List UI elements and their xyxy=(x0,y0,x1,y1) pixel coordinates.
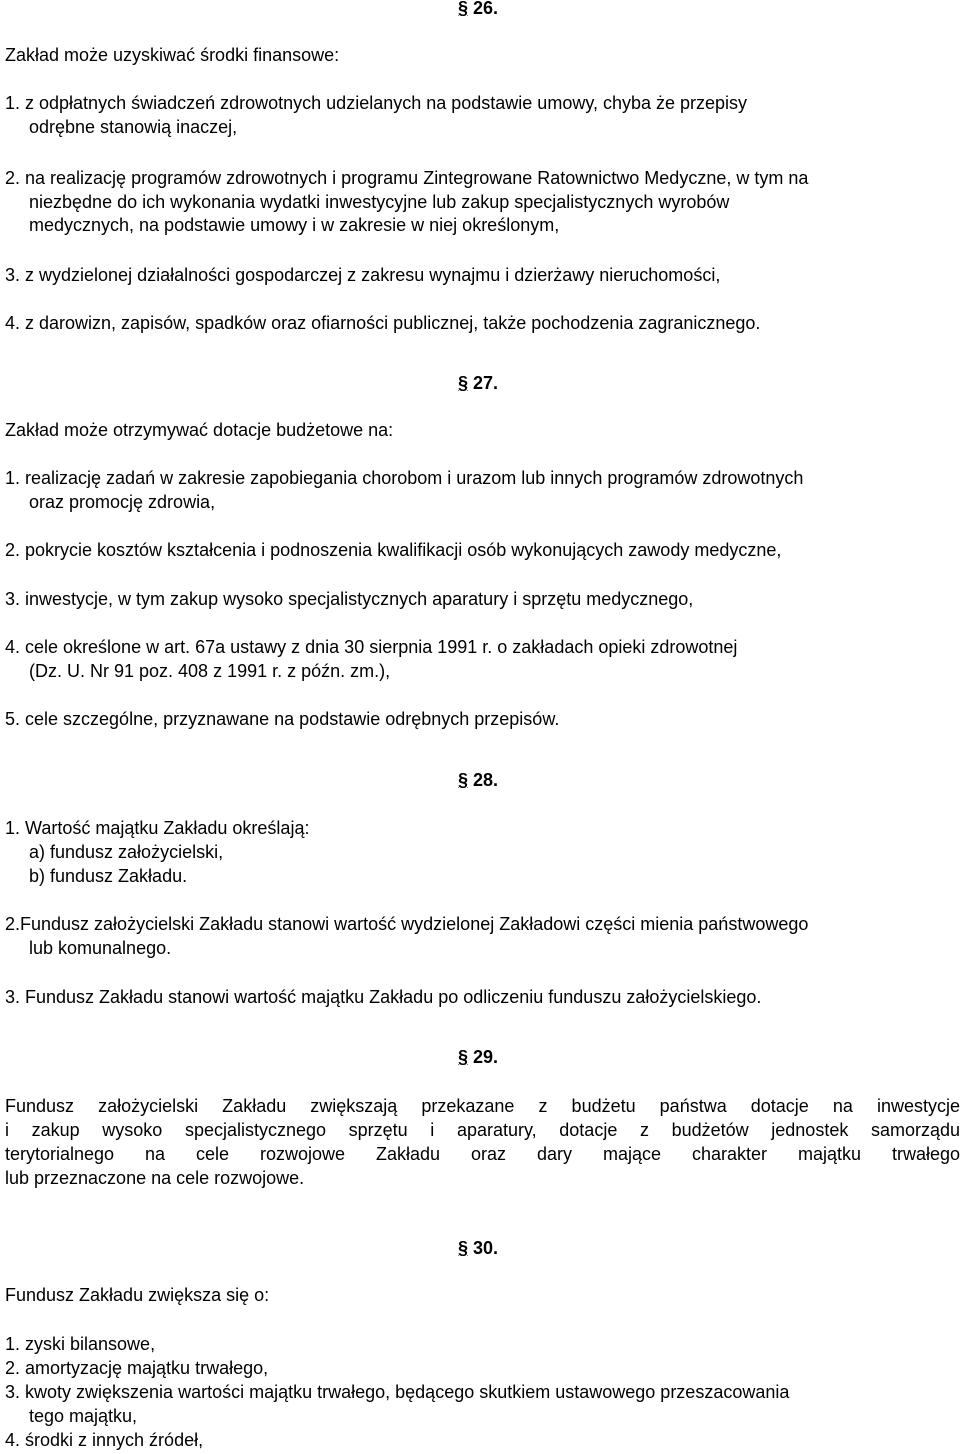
section-intro: Fundusz Zakładu zwiększa się o: xyxy=(5,1285,270,1305)
paragraph-line: lub komunalnego. xyxy=(29,938,172,958)
list-item-line: 3. kwoty zwiększenia wartości majątku trwałego, będącego skutkiem ustawowego przeszacowania xyxy=(5,1382,790,1402)
list-item-line: a) fundusz założycielski, xyxy=(29,842,224,862)
section-symbol: § xyxy=(458,1047,469,1067)
list-item-line: 4. z darowizn, zapisów, spadków oraz ofiarności publicznej, także pochodzenia zagranicznego. xyxy=(5,313,761,333)
list-item-line: 2. na realizację programów zdrowotnych i programu Zintegrowane Ratownictwo Medyczne, w tym na xyxy=(5,168,809,188)
list-item-line: 4. cele określone w art. 67a ustawy z dnia 30 sierpnia 1991 r. o zakładach opieki zdrowotnej xyxy=(5,637,738,657)
list-item-line: medycznych, na podstawie umowy i w zakresie w niej określonym, xyxy=(29,215,560,235)
section-heading-30 xyxy=(458,1236,498,1260)
list-item-line: 1. zyski bilansowe, xyxy=(5,1334,156,1354)
section-number: 26. xyxy=(473,0,499,18)
paragraph-line: Fundusz założycielski Zakładu zwiększają przekazane z budżetu państwa dotacje na inwestycje xyxy=(5,1096,960,1116)
list-item-line: 5. cele szczególne, przyznawane na podstawie odrębnych przepisów. xyxy=(5,709,560,729)
paragraph-line: i zakup wysoko specjalistycznego sprzętu i aparatury, dotacje z budżetów jednostek samorządu xyxy=(5,1120,960,1140)
list-item-line: oraz promocję zdrowia, xyxy=(29,492,216,512)
section-symbol: § xyxy=(458,1238,469,1258)
section-number: 27. xyxy=(473,373,499,393)
section-intro: Zakład może uzyskiwać środki finansowe: xyxy=(5,45,340,65)
paragraph-line: 1. Wartość majątku Zakładu określają: xyxy=(5,818,310,838)
paragraph-line: terytorialnego na cele rozwojowe Zakładu oraz dary mające charakter majątku trwałego xyxy=(5,1144,960,1164)
list-item-line: 1. realizację zadań w zakresie zapobiegania chorobom i urazom lub innych programów zdrowotnych xyxy=(5,468,804,488)
list-item-line: 3. z wydzielonej działalności gospodarczej z zakresu wynajmu i dzierżawy nieruchomości, xyxy=(5,265,721,285)
section-symbol: § xyxy=(458,0,469,18)
list-item-line: tego majątku, xyxy=(29,1406,138,1426)
list-item-line: 4. środki z innych źródeł, xyxy=(5,1430,204,1450)
list-item-line: 2. pokrycie kosztów kształcenia i podnoszenia kwalifikacji osób wykonujących zawody medyczne, xyxy=(5,540,782,560)
list-item-line: niezbędne do ich wykonania wydatki inwestycyjne lub zakup specjalistycznych wyrobów xyxy=(29,192,730,212)
list-item-line: b) fundusz Zakładu. xyxy=(29,866,188,886)
section-symbol: § xyxy=(458,770,469,790)
list-item-line: odrębne stanowią inaczej, xyxy=(29,117,238,137)
section-heading-28 xyxy=(458,768,498,792)
section-number: 28. xyxy=(473,770,499,790)
paragraph-line: 3. Fundusz Zakładu stanowi wartość majątku Zakładu po odliczeniu funduszu założycielskiego. xyxy=(5,987,762,1007)
paragraph-line: lub przeznaczone na cele rozwojowe. xyxy=(5,1168,305,1188)
paragraph-line: 2.Fundusz założycielski Zakładu stanowi wartość wydzielonej Zakładowi części mienia państwowego xyxy=(5,914,809,934)
list-item-line: 3. inwestycje, w tym zakup wysoko specjalistycznych aparatury i sprzętu medycznego, xyxy=(5,589,694,609)
section-number: 30. xyxy=(473,1238,499,1258)
list-item-line: (Dz. U. Nr 91 poz. 408 z 1991 r. z późn. zm.), xyxy=(29,661,391,681)
list-item-line: 2. amortyzację majątku trwałego, xyxy=(5,1358,269,1378)
list-item-line: 1. z odpłatnych świadczeń zdrowotnych udzielanych na podstawie umowy, chyba że przepisy xyxy=(5,93,748,113)
section-heading-29 xyxy=(458,1045,498,1069)
section-heading-27 xyxy=(458,371,498,395)
section-heading-26 xyxy=(458,0,498,20)
section-number: 29. xyxy=(473,1047,499,1067)
section-intro: Zakład może otrzymywać dotacje budżetowe na: xyxy=(5,420,394,440)
section-symbol: § xyxy=(458,373,469,393)
